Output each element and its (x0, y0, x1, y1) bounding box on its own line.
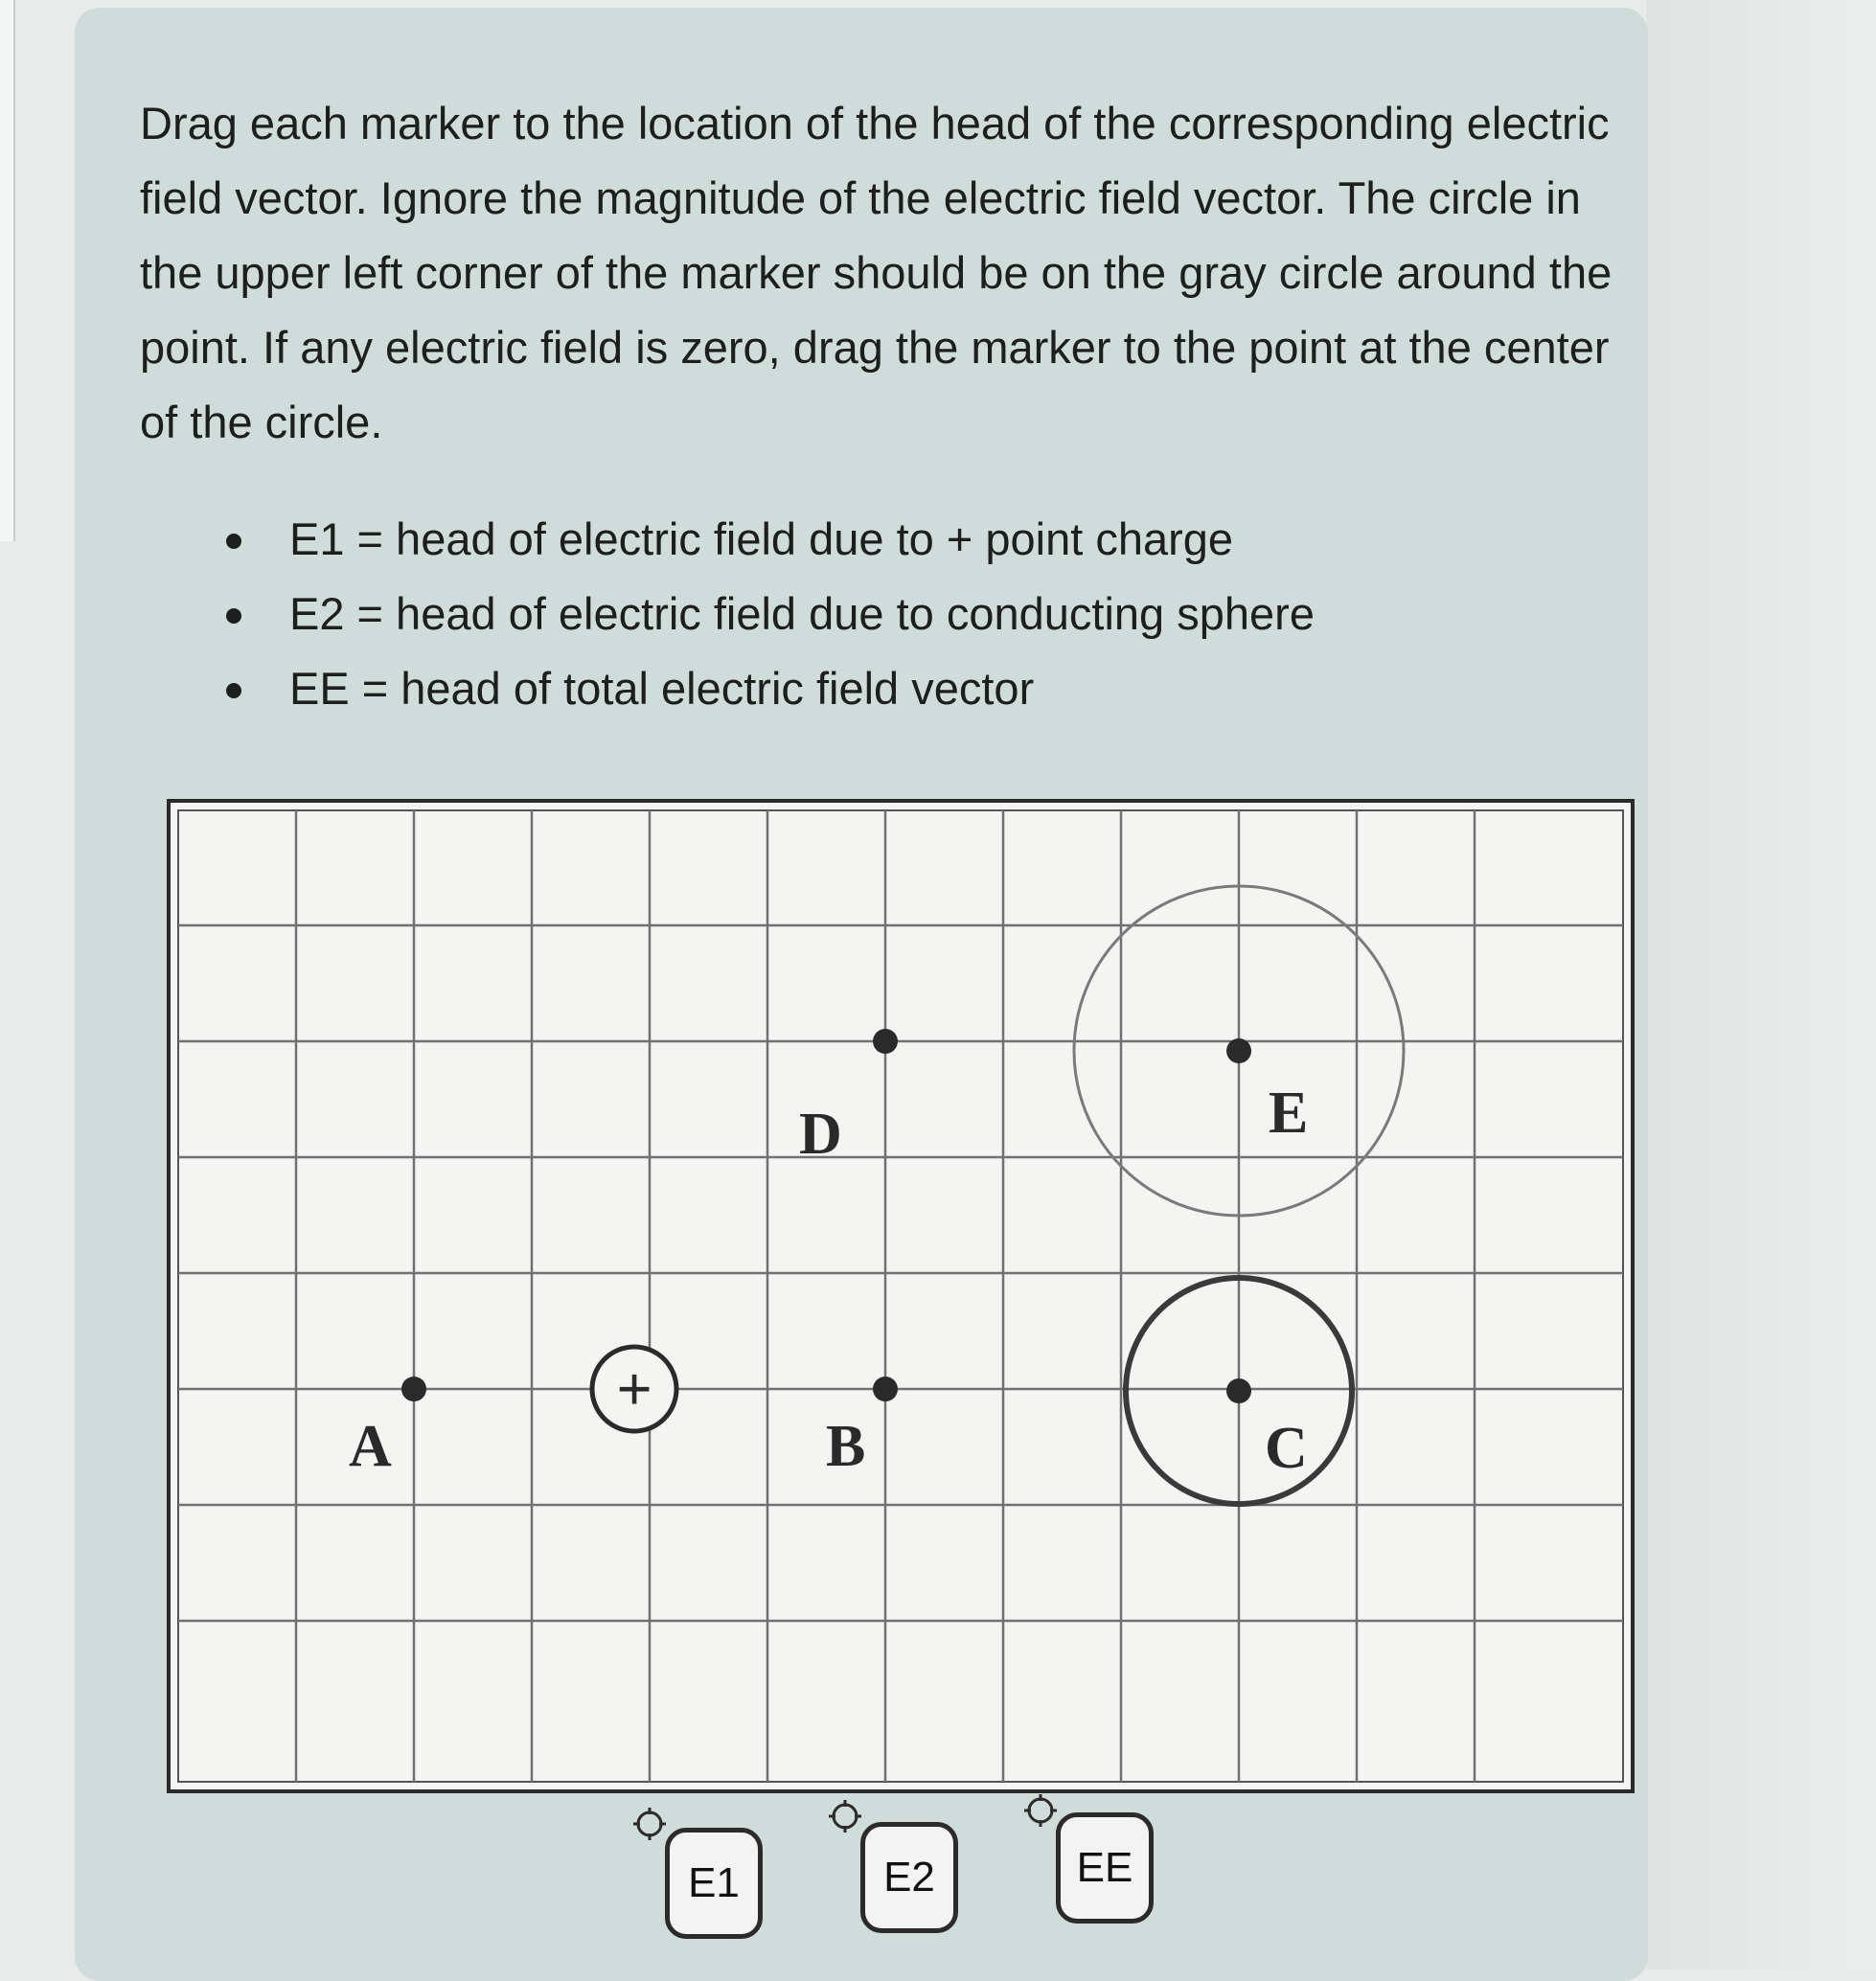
definition-ee: EE = head of total electric field vector (140, 651, 1615, 726)
left-window-edge (0, 0, 15, 541)
crosshair-circle-icon[interactable] (630, 1805, 669, 1843)
drag-target-area[interactable] (165, 797, 1636, 1795)
marker-definitions-list (140, 502, 1615, 726)
point-e-dot[interactable] (1226, 1038, 1251, 1063)
definition-e2: E2 = head of electric field due to conducting sphere (140, 577, 1615, 651)
point-b-dot[interactable] (873, 1377, 898, 1401)
marker-e2-label[interactable]: E2 (860, 1822, 958, 1933)
point-d-dot[interactable] (873, 1029, 898, 1054)
label-c: C (1265, 1416, 1308, 1481)
label-b: B (826, 1414, 866, 1479)
marker-ee-label[interactable]: EE (1056, 1812, 1154, 1924)
instructions-paragraph: Drag each marker to the location of the head of the corresponding electric field vector. Ignore the magnitude of the electric field vector. The circle in the upper left corner of the marker should be on the gray circle around the point. If any electric field is zero, drag the marker to the point at the center of the circle. (140, 98, 1613, 447)
right-window-edge (1646, 0, 1876, 1970)
label-a: A (349, 1414, 392, 1479)
marker-tray (613, 1791, 1226, 1945)
charge-sign: + (616, 1355, 652, 1424)
crosshair-circle-icon[interactable] (1021, 1791, 1060, 1830)
positive-point-charge (592, 1347, 676, 1431)
marker-e1-label[interactable]: E1 (665, 1828, 763, 1939)
label-d: D (799, 1102, 842, 1167)
field-diagram (165, 797, 1636, 1795)
label-e: E (1269, 1081, 1309, 1146)
diagram-frame (169, 801, 1633, 1791)
point-a-dot[interactable] (401, 1377, 426, 1401)
crosshair-circle-icon[interactable] (826, 1797, 864, 1835)
sphere-center-dot (1226, 1378, 1251, 1403)
question-prompt (140, 86, 1615, 726)
definition-e1: E1 = head of electric field due to + point charge (140, 502, 1615, 577)
